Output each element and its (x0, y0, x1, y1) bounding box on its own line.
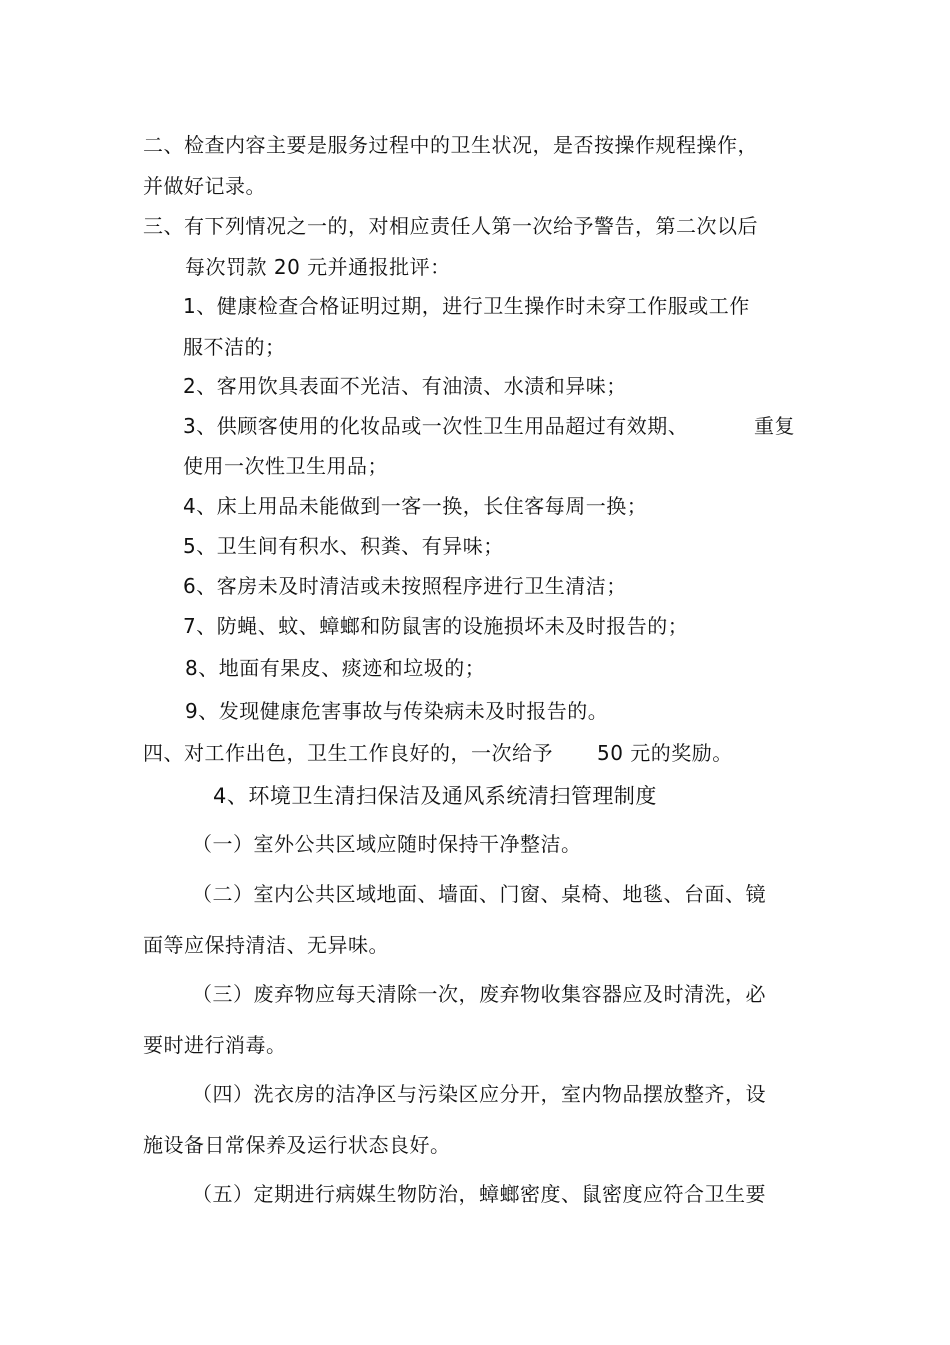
list-item-5: 5、卫生间有积水、积粪、有异味； (183, 534, 504, 558)
paragraph-5-line-1: （五）定期进行病媒生物防治，蟑螂密度、鼠密度应符合卫生要 (192, 1182, 766, 1206)
list-item-2: 2、客用饮具表面不光洁、有油渍、水渍和异味； (183, 374, 627, 398)
list-item-4: 4、床上用品未能做到一客一换，长住客每周一换； (183, 494, 648, 518)
paragraph-1: （一）室外公共区域应随时保持干净整洁。 (192, 832, 582, 856)
list-item-9: 9、发现健康危害事故与传染病未及时报告的。 (185, 699, 609, 723)
paragraph-3-line-2: 要时进行消毒。 (143, 1033, 287, 1057)
list-item-3-line-2: 使用一次性卫生用品； (183, 454, 388, 478)
list-item-6: 6、客房未及时清洁或未按照程序进行卫生清洁； (183, 574, 627, 598)
paragraph-3-line-1: （三）废弃物应每天清除一次，废弃物收集容器应及时清洗，必 (192, 982, 766, 1006)
section-four-line-1-amount: 50 元的奖励。 (597, 741, 733, 765)
chapter-title: 4、环境卫生清扫保洁及通风系统清扫管理制度 (213, 784, 657, 808)
section-three-line-1: 三、有下列情况之一的，对相应责任人第一次给予警告，第二次以后 (143, 214, 758, 238)
list-item-8: 8、地面有果皮、痰迹和垃圾的； (185, 656, 486, 680)
list-item-3-line-1-tail: 重复 (754, 414, 795, 438)
section-four-line-1: 四、对工作出色，卫生工作良好的，一次给予 (143, 741, 553, 765)
paragraph-4-line-1: （四）洗衣房的洁净区与污染区应分开，室内物品摆放整齐，设 (192, 1082, 766, 1106)
paragraph-4-line-2: 施设备日常保养及运行状态良好。 (143, 1133, 451, 1157)
list-item-7: 7、防蝇、蚊、蟑螂和防鼠害的设施损坏未及时报告的； (183, 614, 689, 638)
section-two-line-1: 二、检查内容主要是服务过程中的卫生状况，是否按操作规程操作， (143, 133, 758, 157)
list-item-3-line-1: 3、供顾客使用的化妆品或一次性卫生用品超过有效期、 (183, 414, 689, 438)
section-three-line-2: 每次罚款 20 元并通报批评： (185, 255, 451, 279)
paragraph-2-line-1: （二）室内公共区域地面、墙面、门窗、桌椅、地毯、台面、镜 (192, 882, 766, 906)
list-item-1-line-2: 服不洁的； (183, 335, 286, 359)
paragraph-2-line-2: 面等应保持清洁、无异味。 (143, 933, 389, 957)
section-two-line-2: 并做好记录。 (143, 174, 266, 198)
list-item-1-line-1: 1、健康检查合格证明过期，进行卫生操作时未穿工作服或工作 (183, 294, 750, 318)
